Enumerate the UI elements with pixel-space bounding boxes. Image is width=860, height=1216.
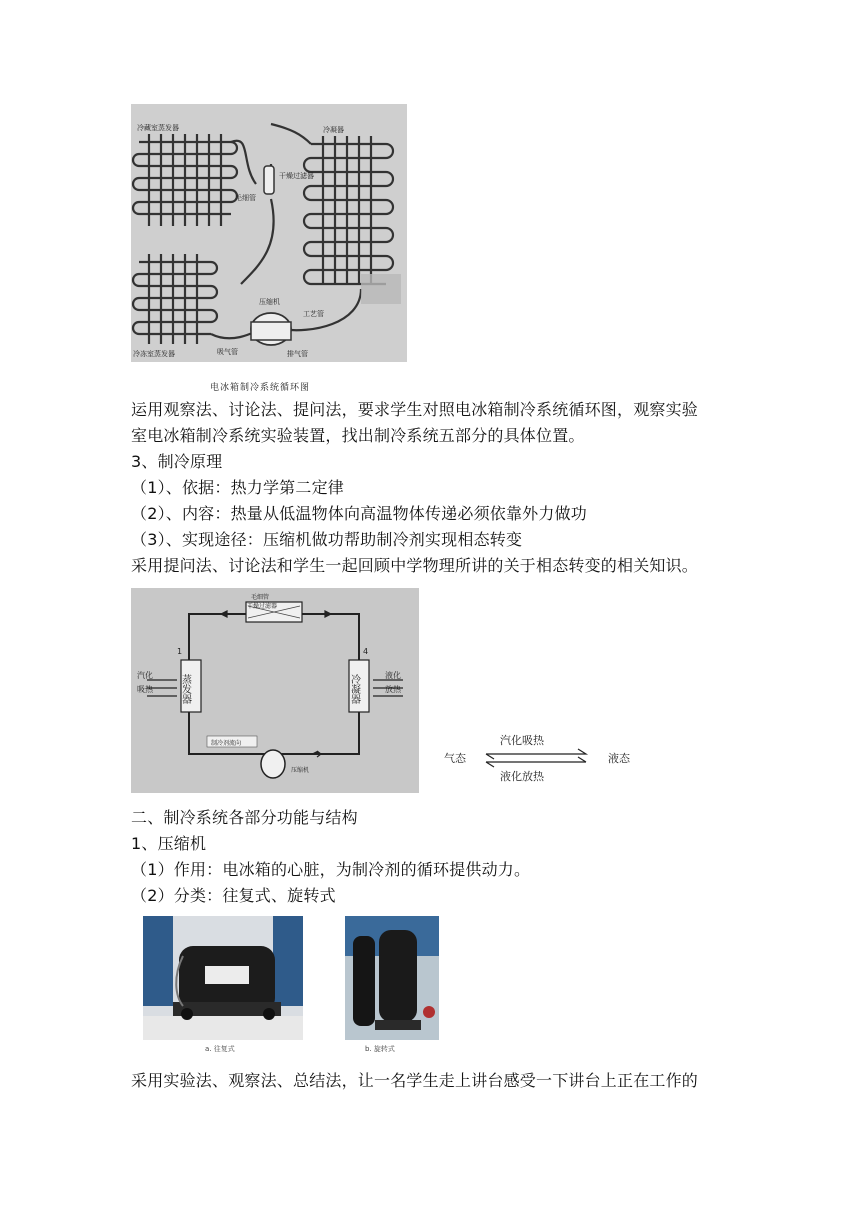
label-process-tube: 工艺管 <box>303 310 324 318</box>
label-capillary: 毛细管 <box>235 194 256 202</box>
fig2-flow-label: 制冷剂流向 <box>211 740 242 747</box>
fig2-left-side-2: 吸热 <box>137 685 153 694</box>
rotary-compressor-photo <box>345 916 439 1053</box>
heading-refrigeration-principle: 3、制冷原理 <box>131 452 223 471</box>
fig2-number-left: 1 <box>177 647 183 656</box>
photo-b-caption: b. 旋转式 <box>365 1045 395 1053</box>
phase-bottom-arrow-label: 液化放热 <box>500 770 544 783</box>
compressor-function: （1）作用：电冰箱的心脏，为制冷剂的循环提供动力。 <box>131 860 531 879</box>
paragraph-1-line-2: 室电冰箱制冷系统实验装置，找出制冷系统五部分的具体位置。 <box>131 426 585 445</box>
label-suction-tube: 吸气管 <box>217 348 238 356</box>
phase-change-diagram <box>440 728 640 788</box>
fig2-number-right: 4 <box>363 647 369 656</box>
label-filter: 干燥过滤器 <box>279 172 314 180</box>
fig2-evaporator-label: 蒸发器 <box>179 674 191 704</box>
paragraph-3: 采用实验法、观察法、总结法，让一名学生走上讲台感受一下讲台上正在工作的 <box>131 1071 699 1090</box>
label-evaporator-top: 冷藏室蒸发器 <box>137 124 179 132</box>
phase-liquid-label: 液态 <box>608 752 630 765</box>
fig2-right-side-1: 液化 <box>385 671 401 680</box>
paragraph-1-line-1: 运用观察法、讨论法、提问法，要求学生对照电冰箱制冷系统循环图，观察实验 <box>131 400 699 419</box>
fig2-top-label-1: 毛细管 <box>251 594 270 601</box>
fig2-compressor-label: 压缩机 <box>291 767 310 774</box>
phase-top-arrow-label: 汽化吸热 <box>500 734 544 747</box>
principle-item-2: （2）、内容：热量从低温物体向高温物体传递必须依靠外力做功 <box>131 504 587 523</box>
label-condenser: 冷凝器 <box>323 126 344 134</box>
figure1-caption: 电冰箱制冷系统循环图 <box>210 383 311 393</box>
photo-a-caption: a. 往复式 <box>205 1045 235 1053</box>
fig2-top-label-2: 干燥过滤器 <box>247 603 278 610</box>
principle-item-1: （1）、依据：热力学第二定律 <box>131 478 344 497</box>
paragraph-2: 采用提问法、讨论法和学生一起回顾中学物理所讲的关于相态转变的相关知识。 <box>131 556 699 575</box>
label-compressor: 压缩机 <box>259 298 280 306</box>
section-2-heading: 二、制冷系统各部分功能与结构 <box>131 808 358 827</box>
fig2-left-side-1: 汽化 <box>137 671 153 680</box>
refrigeration-cycle-diagram <box>131 104 407 362</box>
phase-gas-label: 气态 <box>444 752 466 765</box>
compressor-types: （2）分类：往复式、旋转式 <box>131 886 336 905</box>
reciprocating-compressor-photo <box>143 916 303 1053</box>
label-evaporator-bottom: 冷冻室蒸发器 <box>133 350 175 358</box>
label-exhaust-tube: 排气管 <box>287 350 308 358</box>
fig2-condenser-label: 冷凝器 <box>348 674 360 704</box>
refrigerant-flow-diagram <box>131 588 419 793</box>
principle-item-3: （3）、实现途径：压缩机做功帮助制冷剂实现相态转变 <box>131 530 523 549</box>
compressor-heading: 1、压缩机 <box>131 834 207 853</box>
fig2-right-side-2: 放热 <box>385 685 401 694</box>
